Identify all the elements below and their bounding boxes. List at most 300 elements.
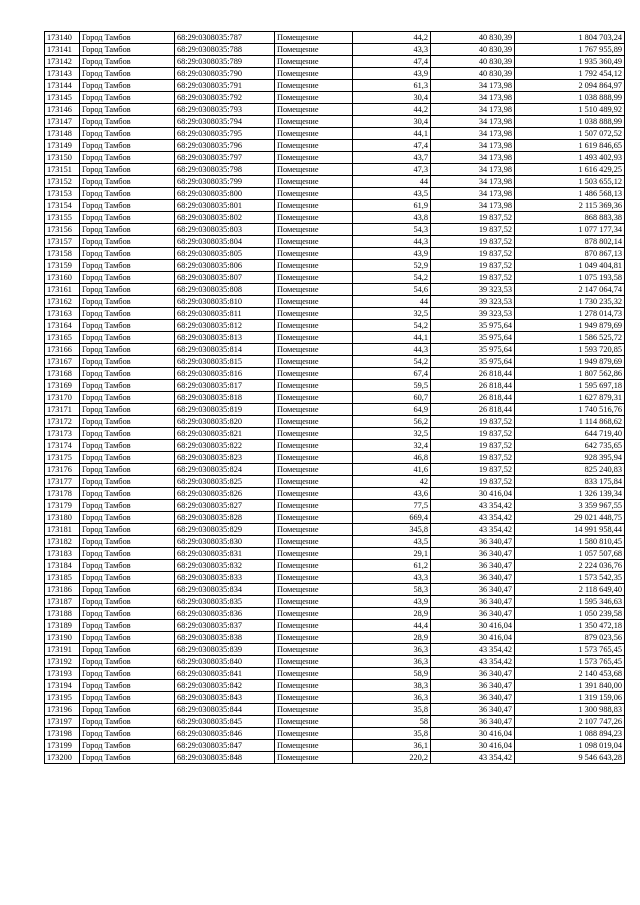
unit-value-cell: 39 323,53 bbox=[431, 284, 515, 296]
city-cell: Город Тамбов bbox=[80, 212, 175, 224]
unit-value-cell: 26 818,44 bbox=[431, 404, 515, 416]
table-row bbox=[45, 596, 625, 608]
area-cell: 220,2 bbox=[353, 752, 431, 764]
unit-value-cell: 36 340,47 bbox=[431, 548, 515, 560]
unit-value-cell: 36 340,47 bbox=[431, 704, 515, 716]
area-cell: 60,7 bbox=[353, 392, 431, 404]
cadastral-number-cell: 68:29:0308035:793 bbox=[175, 104, 275, 116]
area-cell: 669,4 bbox=[353, 512, 431, 524]
unit-value-cell: 43 354,42 bbox=[431, 656, 515, 668]
cadastral-value-cell: 2 118 649,40 bbox=[515, 584, 625, 596]
record-number-cell: 173155 bbox=[45, 212, 80, 224]
city-cell: Город Тамбов bbox=[80, 740, 175, 752]
object-type-cell: Помещение bbox=[275, 704, 353, 716]
area-cell: 38,3 bbox=[353, 680, 431, 692]
object-type-cell: Помещение bbox=[275, 416, 353, 428]
unit-value-cell: 34 173,98 bbox=[431, 80, 515, 92]
cadastral-value-cell: 1 580 810,45 bbox=[515, 536, 625, 548]
area-cell: 61,9 bbox=[353, 200, 431, 212]
unit-value-cell: 19 837,52 bbox=[431, 416, 515, 428]
object-type-cell: Помещение bbox=[275, 164, 353, 176]
object-type-cell: Помещение bbox=[275, 668, 353, 680]
object-type-cell: Помещение bbox=[275, 212, 353, 224]
unit-value-cell: 19 837,52 bbox=[431, 428, 515, 440]
city-cell: Город Тамбов bbox=[80, 548, 175, 560]
cadastral-number-cell: 68:29:0308035:832 bbox=[175, 560, 275, 572]
table-row bbox=[45, 272, 625, 284]
unit-value-cell: 36 340,47 bbox=[431, 572, 515, 584]
cadastral-value-cell: 878 802,14 bbox=[515, 236, 625, 248]
object-type-cell: Помещение bbox=[275, 116, 353, 128]
city-cell: Город Тамбов bbox=[80, 176, 175, 188]
table-row bbox=[45, 560, 625, 572]
cadastral-number-cell: 68:29:0308035:847 bbox=[175, 740, 275, 752]
object-type-cell: Помещение bbox=[275, 140, 353, 152]
cadastral-number-cell: 68:29:0308035:791 bbox=[175, 80, 275, 92]
object-type-cell: Помещение bbox=[275, 284, 353, 296]
city-cell: Город Тамбов bbox=[80, 476, 175, 488]
record-number-cell: 173146 bbox=[45, 104, 80, 116]
area-cell: 36,3 bbox=[353, 644, 431, 656]
cadastral-value-cell: 1 730 235,32 bbox=[515, 296, 625, 308]
city-cell: Город Тамбов bbox=[80, 260, 175, 272]
object-type-cell: Помещение bbox=[275, 464, 353, 476]
city-cell: Город Тамбов bbox=[80, 68, 175, 80]
unit-value-cell: 35 975,64 bbox=[431, 356, 515, 368]
object-type-cell: Помещение bbox=[275, 548, 353, 560]
table-row bbox=[45, 176, 625, 188]
area-cell: 43,9 bbox=[353, 596, 431, 608]
city-cell: Город Тамбов bbox=[80, 116, 175, 128]
cadastral-value-cell: 1 278 014,73 bbox=[515, 308, 625, 320]
table-row bbox=[45, 476, 625, 488]
record-number-cell: 173172 bbox=[45, 416, 80, 428]
object-type-cell: Помещение bbox=[275, 644, 353, 656]
cadastral-value-cell: 1 807 562,86 bbox=[515, 368, 625, 380]
cadastral-value-cell: 1 486 568,13 bbox=[515, 188, 625, 200]
cadastral-number-cell: 68:29:0308035:808 bbox=[175, 284, 275, 296]
unit-value-cell: 36 340,47 bbox=[431, 716, 515, 728]
area-cell: 61,2 bbox=[353, 560, 431, 572]
record-number-cell: 173159 bbox=[45, 260, 80, 272]
object-type-cell: Помещение bbox=[275, 224, 353, 236]
record-number-cell: 173197 bbox=[45, 716, 80, 728]
record-number-cell: 173165 bbox=[45, 332, 80, 344]
record-number-cell: 173196 bbox=[45, 704, 80, 716]
record-number-cell: 173167 bbox=[45, 356, 80, 368]
object-type-cell: Помещение bbox=[275, 260, 353, 272]
cadastral-value-cell: 1 593 720,85 bbox=[515, 344, 625, 356]
object-type-cell: Помещение bbox=[275, 404, 353, 416]
city-cell: Город Тамбов bbox=[80, 320, 175, 332]
cadastral-value-cell: 1 050 239,58 bbox=[515, 608, 625, 620]
area-cell: 47,3 bbox=[353, 164, 431, 176]
record-number-cell: 173163 bbox=[45, 308, 80, 320]
record-number-cell: 173143 bbox=[45, 68, 80, 80]
unit-value-cell: 39 323,53 bbox=[431, 308, 515, 320]
record-number-cell: 173162 bbox=[45, 296, 80, 308]
cadastral-number-cell: 68:29:0308035:789 bbox=[175, 56, 275, 68]
table-row bbox=[45, 92, 625, 104]
cadastral-value-cell: 1 038 888,99 bbox=[515, 92, 625, 104]
table-row bbox=[45, 332, 625, 344]
table-body bbox=[45, 32, 625, 764]
cadastral-number-cell: 68:29:0308035:831 bbox=[175, 548, 275, 560]
object-type-cell: Помещение bbox=[275, 596, 353, 608]
cadastral-number-cell: 68:29:0308035:848 bbox=[175, 752, 275, 764]
unit-value-cell: 19 837,52 bbox=[431, 476, 515, 488]
unit-value-cell: 30 416,04 bbox=[431, 620, 515, 632]
unit-value-cell: 36 340,47 bbox=[431, 692, 515, 704]
city-cell: Город Тамбов bbox=[80, 536, 175, 548]
city-cell: Город Тамбов bbox=[80, 356, 175, 368]
record-number-cell: 173195 bbox=[45, 692, 80, 704]
area-cell: 44 bbox=[353, 176, 431, 188]
record-number-cell: 173177 bbox=[45, 476, 80, 488]
unit-value-cell: 19 837,52 bbox=[431, 248, 515, 260]
object-type-cell: Помещение bbox=[275, 428, 353, 440]
cadastral-value-cell: 1 595 697,18 bbox=[515, 380, 625, 392]
unit-value-cell: 34 173,98 bbox=[431, 200, 515, 212]
unit-value-cell: 34 173,98 bbox=[431, 116, 515, 128]
cadastral-number-cell: 68:29:0308035:823 bbox=[175, 452, 275, 464]
cadastral-number-cell: 68:29:0308035:794 bbox=[175, 116, 275, 128]
unit-value-cell: 40 830,39 bbox=[431, 56, 515, 68]
object-type-cell: Помещение bbox=[275, 248, 353, 260]
area-cell: 35,8 bbox=[353, 704, 431, 716]
table-row bbox=[45, 716, 625, 728]
cadastral-number-cell: 68:29:0308035:805 bbox=[175, 248, 275, 260]
unit-value-cell: 26 818,44 bbox=[431, 368, 515, 380]
record-number-cell: 173199 bbox=[45, 740, 80, 752]
cadastral-value-cell: 1 949 879,69 bbox=[515, 320, 625, 332]
area-cell: 43,6 bbox=[353, 488, 431, 500]
record-number-cell: 173192 bbox=[45, 656, 80, 668]
table-row bbox=[45, 692, 625, 704]
object-type-cell: Помещение bbox=[275, 332, 353, 344]
cadastral-number-cell: 68:29:0308035:804 bbox=[175, 236, 275, 248]
table-row bbox=[45, 140, 625, 152]
cadastral-number-cell: 68:29:0308035:833 bbox=[175, 572, 275, 584]
record-number-cell: 173174 bbox=[45, 440, 80, 452]
cadastral-value-cell: 3 359 967,55 bbox=[515, 500, 625, 512]
table-row bbox=[45, 368, 625, 380]
area-cell: 44,4 bbox=[353, 620, 431, 632]
cadastral-number-cell: 68:29:0308035:813 bbox=[175, 332, 275, 344]
city-cell: Город Тамбов bbox=[80, 236, 175, 248]
city-cell: Город Тамбов bbox=[80, 608, 175, 620]
area-cell: 44,2 bbox=[353, 32, 431, 44]
object-type-cell: Помещение bbox=[275, 584, 353, 596]
area-cell: 58,9 bbox=[353, 668, 431, 680]
object-type-cell: Помещение bbox=[275, 128, 353, 140]
city-cell: Город Тамбов bbox=[80, 428, 175, 440]
area-cell: 36,3 bbox=[353, 692, 431, 704]
unit-value-cell: 34 173,98 bbox=[431, 152, 515, 164]
unit-value-cell: 19 837,52 bbox=[431, 464, 515, 476]
cadastral-value-cell: 833 175,84 bbox=[515, 476, 625, 488]
city-cell: Город Тамбов bbox=[80, 644, 175, 656]
area-cell: 77,5 bbox=[353, 500, 431, 512]
record-number-cell: 173154 bbox=[45, 200, 80, 212]
area-cell: 43,3 bbox=[353, 572, 431, 584]
table-row bbox=[45, 524, 625, 536]
record-number-cell: 173183 bbox=[45, 548, 80, 560]
area-cell: 36,1 bbox=[353, 740, 431, 752]
city-cell: Город Тамбов bbox=[80, 392, 175, 404]
record-number-cell: 173164 bbox=[45, 320, 80, 332]
cadastral-number-cell: 68:29:0308035:827 bbox=[175, 500, 275, 512]
city-cell: Город Тамбов bbox=[80, 404, 175, 416]
record-number-cell: 173158 bbox=[45, 248, 80, 260]
object-type-cell: Помещение bbox=[275, 524, 353, 536]
cadastral-value-cell: 1 391 840,00 bbox=[515, 680, 625, 692]
object-type-cell: Помещение bbox=[275, 656, 353, 668]
city-cell: Город Тамбов bbox=[80, 200, 175, 212]
city-cell: Город Тамбов bbox=[80, 416, 175, 428]
cadastral-value-cell: 1 740 516,76 bbox=[515, 404, 625, 416]
record-number-cell: 173150 bbox=[45, 152, 80, 164]
record-number-cell: 173175 bbox=[45, 452, 80, 464]
cadastral-number-cell: 68:29:0308035:842 bbox=[175, 680, 275, 692]
record-number-cell: 173176 bbox=[45, 464, 80, 476]
area-cell: 44 bbox=[353, 296, 431, 308]
cadastral-number-cell: 68:29:0308035:841 bbox=[175, 668, 275, 680]
cadastral-number-cell: 68:29:0308035:797 bbox=[175, 152, 275, 164]
cadastral-number-cell: 68:29:0308035:822 bbox=[175, 440, 275, 452]
cadastral-value-cell: 1 493 402,93 bbox=[515, 152, 625, 164]
object-type-cell: Помещение bbox=[275, 512, 353, 524]
cadastral-number-cell: 68:29:0308035:814 bbox=[175, 344, 275, 356]
unit-value-cell: 19 837,52 bbox=[431, 260, 515, 272]
table-row bbox=[45, 164, 625, 176]
cadastral-value-cell: 2 147 064,74 bbox=[515, 284, 625, 296]
cadastral-value-cell: 1 627 879,31 bbox=[515, 392, 625, 404]
city-cell: Город Тамбов bbox=[80, 560, 175, 572]
cadastral-value-cell: 1 619 846,65 bbox=[515, 140, 625, 152]
cadastral-number-cell: 68:29:0308035:806 bbox=[175, 260, 275, 272]
area-cell: 54,2 bbox=[353, 320, 431, 332]
object-type-cell: Помещение bbox=[275, 740, 353, 752]
object-type-cell: Помещение bbox=[275, 500, 353, 512]
record-number-cell: 173185 bbox=[45, 572, 80, 584]
city-cell: Город Тамбов bbox=[80, 92, 175, 104]
cadastral-value-cell: 1 088 894,23 bbox=[515, 728, 625, 740]
record-number-cell: 173166 bbox=[45, 344, 80, 356]
cadastral-number-cell: 68:29:0308035:800 bbox=[175, 188, 275, 200]
record-number-cell: 173149 bbox=[45, 140, 80, 152]
area-cell: 345,8 bbox=[353, 524, 431, 536]
cadastral-value-cell: 879 023,56 bbox=[515, 632, 625, 644]
object-type-cell: Помещение bbox=[275, 308, 353, 320]
table-row bbox=[45, 428, 625, 440]
city-cell: Город Тамбов bbox=[80, 716, 175, 728]
cadastral-number-cell: 68:29:0308035:834 bbox=[175, 584, 275, 596]
area-cell: 54,6 bbox=[353, 284, 431, 296]
cadastral-number-cell: 68:29:0308035:816 bbox=[175, 368, 275, 380]
object-type-cell: Помещение bbox=[275, 692, 353, 704]
record-number-cell: 173173 bbox=[45, 428, 80, 440]
table-row bbox=[45, 344, 625, 356]
area-cell: 32,5 bbox=[353, 428, 431, 440]
table-row bbox=[45, 308, 625, 320]
unit-value-cell: 36 340,47 bbox=[431, 608, 515, 620]
area-cell: 47,4 bbox=[353, 56, 431, 68]
record-number-cell: 173141 bbox=[45, 44, 80, 56]
record-number-cell: 173168 bbox=[45, 368, 80, 380]
cadastral-number-cell: 68:29:0308035:837 bbox=[175, 620, 275, 632]
record-number-cell: 173191 bbox=[45, 644, 80, 656]
table-row bbox=[45, 584, 625, 596]
unit-value-cell: 43 354,42 bbox=[431, 752, 515, 764]
cadastral-value-cell: 29 021 448,75 bbox=[515, 512, 625, 524]
table-row bbox=[45, 380, 625, 392]
object-type-cell: Помещение bbox=[275, 488, 353, 500]
city-cell: Город Тамбов bbox=[80, 656, 175, 668]
object-type-cell: Помещение bbox=[275, 176, 353, 188]
area-cell: 28,9 bbox=[353, 608, 431, 620]
object-type-cell: Помещение bbox=[275, 296, 353, 308]
record-number-cell: 173193 bbox=[45, 668, 80, 680]
cadastral-value-cell: 1 595 346,63 bbox=[515, 596, 625, 608]
cadastral-value-cell: 1 319 159,06 bbox=[515, 692, 625, 704]
cadastral-number-cell: 68:29:0308035:839 bbox=[175, 644, 275, 656]
cadastral-value-cell: 928 395,94 bbox=[515, 452, 625, 464]
table-row bbox=[45, 452, 625, 464]
table-row bbox=[45, 224, 625, 236]
object-type-cell: Помещение bbox=[275, 680, 353, 692]
city-cell: Город Тамбов bbox=[80, 524, 175, 536]
unit-value-cell: 43 354,42 bbox=[431, 644, 515, 656]
cadastral-value-cell: 642 735,65 bbox=[515, 440, 625, 452]
table-row bbox=[45, 644, 625, 656]
area-cell: 58 bbox=[353, 716, 431, 728]
area-cell: 52,9 bbox=[353, 260, 431, 272]
area-cell: 64,9 bbox=[353, 404, 431, 416]
table-row bbox=[45, 188, 625, 200]
city-cell: Город Тамбов bbox=[80, 32, 175, 44]
record-number-cell: 173179 bbox=[45, 500, 80, 512]
table-row bbox=[45, 512, 625, 524]
table-row bbox=[45, 296, 625, 308]
cadastral-value-cell: 1 507 072,52 bbox=[515, 128, 625, 140]
record-number-cell: 173181 bbox=[45, 524, 80, 536]
area-cell: 44,3 bbox=[353, 236, 431, 248]
record-number-cell: 173147 bbox=[45, 116, 80, 128]
city-cell: Город Тамбов bbox=[80, 728, 175, 740]
object-type-cell: Помещение bbox=[275, 728, 353, 740]
table-row bbox=[45, 500, 625, 512]
area-cell: 30,4 bbox=[353, 116, 431, 128]
cadastral-number-cell: 68:29:0308035:798 bbox=[175, 164, 275, 176]
cadastral-value-cell: 1 573 765,45 bbox=[515, 644, 625, 656]
record-number-cell: 173156 bbox=[45, 224, 80, 236]
cadastral-number-cell: 68:29:0308035:825 bbox=[175, 476, 275, 488]
object-type-cell: Помещение bbox=[275, 716, 353, 728]
object-type-cell: Помещение bbox=[275, 752, 353, 764]
area-cell: 47,4 bbox=[353, 140, 431, 152]
object-type-cell: Помещение bbox=[275, 44, 353, 56]
table-row bbox=[45, 284, 625, 296]
object-type-cell: Помещение bbox=[275, 80, 353, 92]
cadastral-value-cell: 1 350 472,18 bbox=[515, 620, 625, 632]
table-row bbox=[45, 572, 625, 584]
city-cell: Город Тамбов bbox=[80, 512, 175, 524]
city-cell: Город Тамбов bbox=[80, 668, 175, 680]
table-row bbox=[45, 68, 625, 80]
unit-value-cell: 35 975,64 bbox=[431, 320, 515, 332]
object-type-cell: Помещение bbox=[275, 440, 353, 452]
unit-value-cell: 36 340,47 bbox=[431, 536, 515, 548]
cadastral-number-cell: 68:29:0308035:844 bbox=[175, 704, 275, 716]
table-row bbox=[45, 632, 625, 644]
area-cell: 36,3 bbox=[353, 656, 431, 668]
cadastral-value-cell: 1 098 019,04 bbox=[515, 740, 625, 752]
unit-value-cell: 30 416,04 bbox=[431, 740, 515, 752]
table-row bbox=[45, 416, 625, 428]
table-row bbox=[45, 740, 625, 752]
table-row bbox=[45, 44, 625, 56]
cadastral-value-cell: 1 326 139,34 bbox=[515, 488, 625, 500]
record-number-cell: 173180 bbox=[45, 512, 80, 524]
record-number-cell: 173152 bbox=[45, 176, 80, 188]
object-type-cell: Помещение bbox=[275, 380, 353, 392]
city-cell: Город Тамбов bbox=[80, 44, 175, 56]
area-cell: 44,3 bbox=[353, 344, 431, 356]
unit-value-cell: 26 818,44 bbox=[431, 392, 515, 404]
unit-value-cell: 30 416,04 bbox=[431, 728, 515, 740]
unit-value-cell: 19 837,52 bbox=[431, 212, 515, 224]
cadastral-number-cell: 68:29:0308035:843 bbox=[175, 692, 275, 704]
table-row bbox=[45, 536, 625, 548]
object-type-cell: Помещение bbox=[275, 56, 353, 68]
city-cell: Город Тамбов bbox=[80, 272, 175, 284]
cadastral-number-cell: 68:29:0308035:818 bbox=[175, 392, 275, 404]
area-cell: 30,4 bbox=[353, 92, 431, 104]
object-type-cell: Помещение bbox=[275, 68, 353, 80]
cadastral-number-cell: 68:29:0308035:819 bbox=[175, 404, 275, 416]
unit-value-cell: 43 354,42 bbox=[431, 500, 515, 512]
object-type-cell: Помещение bbox=[275, 608, 353, 620]
area-cell: 58,3 bbox=[353, 584, 431, 596]
cadastral-number-cell: 68:29:0308035:836 bbox=[175, 608, 275, 620]
area-cell: 44,1 bbox=[353, 332, 431, 344]
cadastral-number-cell: 68:29:0308035:807 bbox=[175, 272, 275, 284]
city-cell: Город Тамбов bbox=[80, 488, 175, 500]
record-number-cell: 173153 bbox=[45, 188, 80, 200]
unit-value-cell: 35 975,64 bbox=[431, 332, 515, 344]
cadastral-number-cell: 68:29:0308035:810 bbox=[175, 296, 275, 308]
cadastral-value-cell: 644 719,40 bbox=[515, 428, 625, 440]
record-number-cell: 173160 bbox=[45, 272, 80, 284]
unit-value-cell: 34 173,98 bbox=[431, 128, 515, 140]
record-number-cell: 173145 bbox=[45, 92, 80, 104]
area-cell: 43,3 bbox=[353, 44, 431, 56]
object-type-cell: Помещение bbox=[275, 632, 353, 644]
cadastral-value-cell: 1 616 429,25 bbox=[515, 164, 625, 176]
city-cell: Город Тамбов bbox=[80, 500, 175, 512]
cadastral-number-cell: 68:29:0308035:788 bbox=[175, 44, 275, 56]
area-cell: 43,5 bbox=[353, 536, 431, 548]
object-type-cell: Помещение bbox=[275, 152, 353, 164]
object-type-cell: Помещение bbox=[275, 104, 353, 116]
record-number-cell: 173170 bbox=[45, 392, 80, 404]
table-row bbox=[45, 440, 625, 452]
city-cell: Город Тамбов bbox=[80, 632, 175, 644]
area-cell: 41,6 bbox=[353, 464, 431, 476]
unit-value-cell: 26 818,44 bbox=[431, 380, 515, 392]
table-row bbox=[45, 104, 625, 116]
